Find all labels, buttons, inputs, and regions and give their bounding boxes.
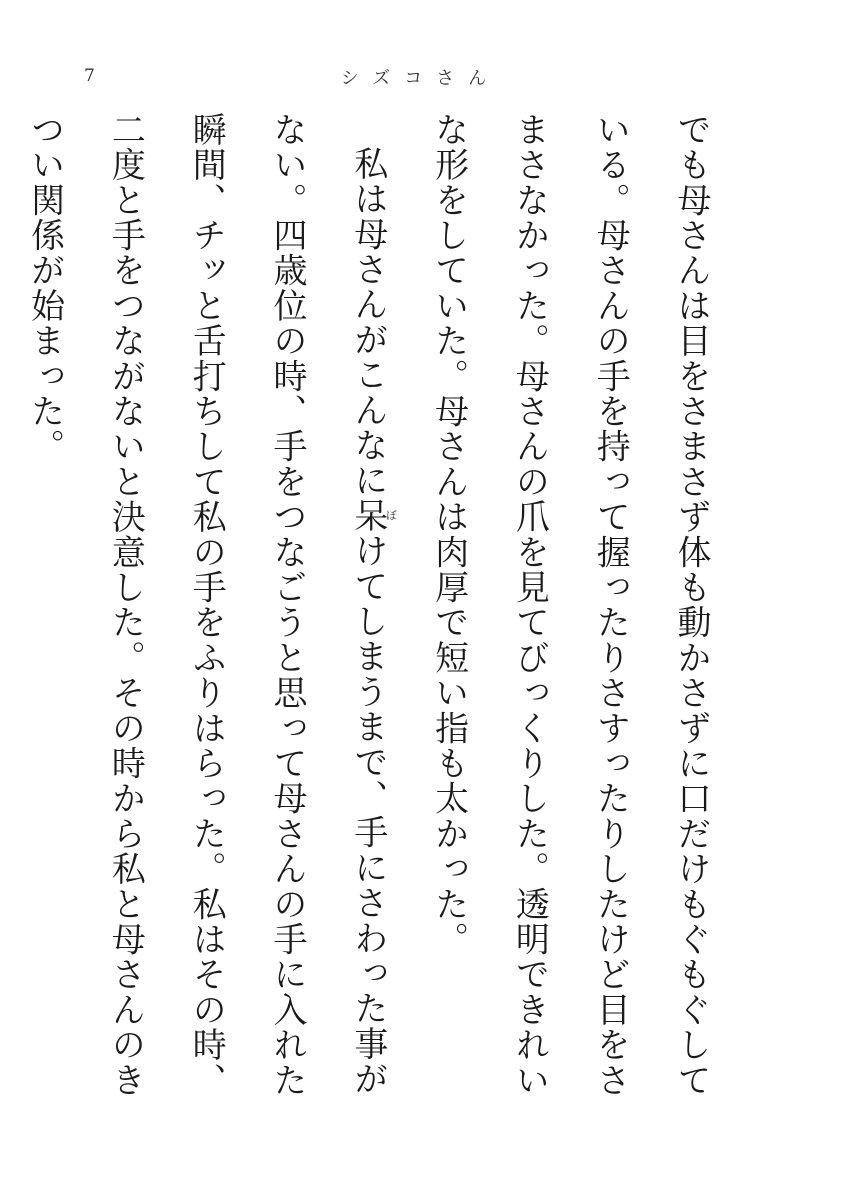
page-number: 7 bbox=[84, 66, 95, 86]
paragraph-1: でも母さんは目をさまさず体も動かさずに口だけもぐもぐしている。母さんの手を持って握ったりさすったりしたけど目をさまさなかった。母さんの爪を見てびっくりした。透明できれいな形をしていた。母さんは肉厚で短い指も太かった。 bbox=[428, 112, 711, 1098]
ruby-base: 呆 bbox=[347, 498, 388, 534]
paragraph-2 bbox=[4, 112, 408, 1122]
running-title: シズコさん bbox=[340, 68, 501, 89]
body-text bbox=[24, 112, 731, 1122]
paragraph-2-text-before: 私は母さんがこんなに bbox=[347, 146, 388, 498]
ruby-reading: ぼ bbox=[384, 498, 398, 534]
paragraph-2-text-after: けてしまうまで、手にさわった事がない。四歳位の時、手をつなごうと思って母さんの手に入れた瞬間、チッと舌打ちして私の手をふりはらった。私はその時、二度と手をつながないと決意した。その時から私と母さんのきつい関係が始まった。 bbox=[24, 112, 388, 1098]
paragraph-3 bbox=[0, 112, 4, 1122]
ruby-annotation bbox=[347, 498, 398, 534]
